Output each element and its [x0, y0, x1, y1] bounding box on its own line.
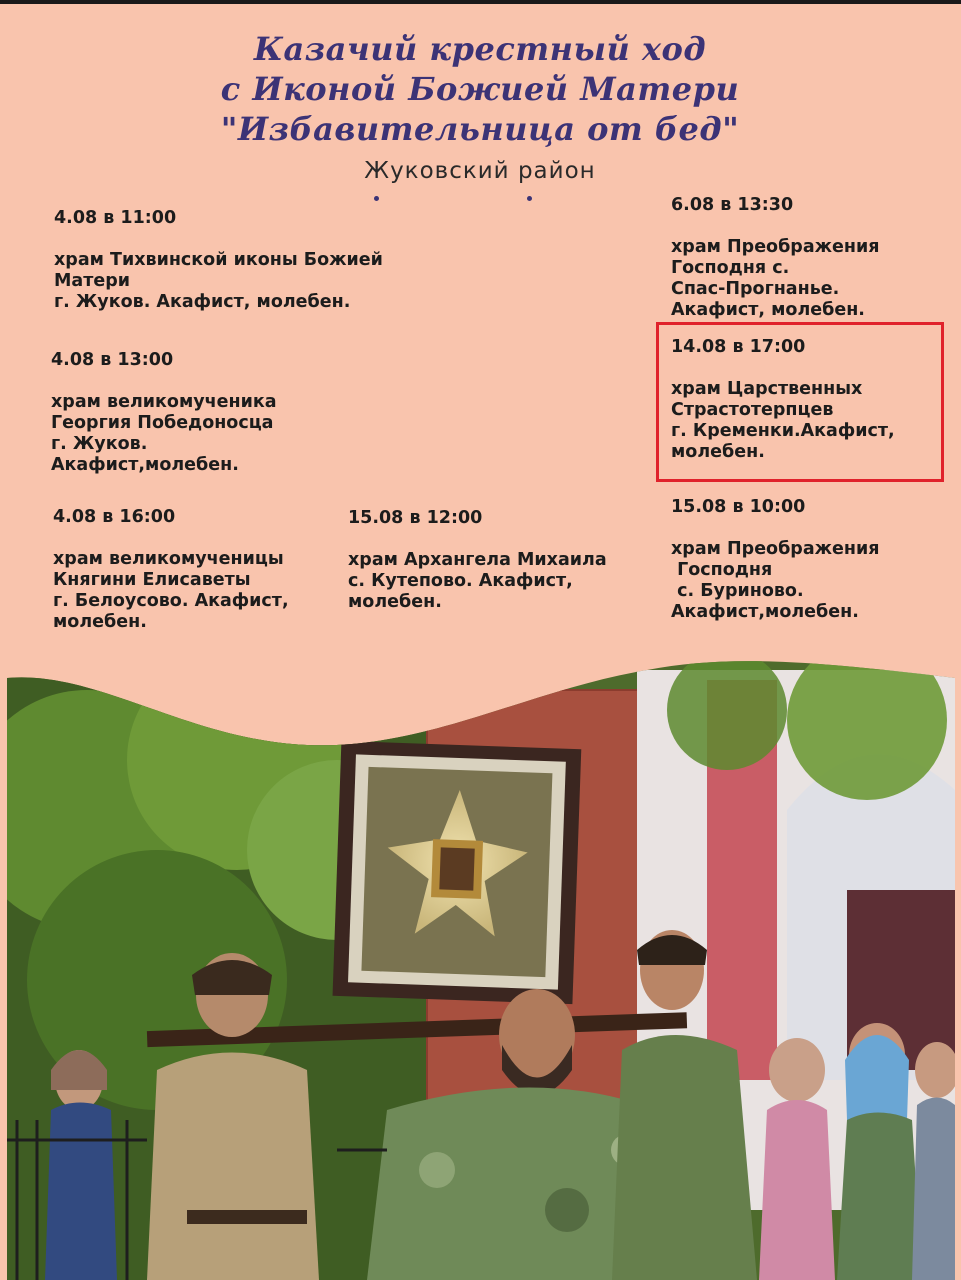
- title-line-1: Казачий крестный ход: [253, 30, 707, 68]
- event-3: [53, 507, 289, 633]
- event-date: 15.08 в 12:00: [348, 508, 483, 528]
- title-line-3: "Избавительница от бед": [220, 110, 740, 148]
- decor-dot-left: [374, 196, 379, 201]
- event-line: г. Кременки.Акафист,: [671, 421, 895, 441]
- event-line: храм великомученика: [51, 392, 277, 412]
- event-line: храм Архангела Михаила: [348, 550, 607, 570]
- title-line-2: с Иконой Божией Матери: [220, 70, 740, 108]
- event-line: храм Преображения: [671, 539, 880, 559]
- event-1: [54, 208, 383, 313]
- event-line: храм великомученицы: [53, 549, 284, 569]
- highlight-frame: [656, 322, 944, 482]
- event-line: Господня с.: [671, 258, 790, 278]
- event-5: [671, 195, 880, 321]
- event-7: [671, 497, 880, 623]
- decor-dot-right: [527, 196, 532, 201]
- event-line: храм Царственных: [671, 379, 863, 399]
- top-frame-edge: [0, 0, 961, 4]
- event-2: [51, 350, 277, 476]
- event-date: 4.08 в 16:00: [53, 507, 176, 527]
- event-line: Господня: [671, 560, 773, 580]
- event-line: г. Белоусово. Акафист,: [53, 591, 289, 611]
- event-line: Спас-Прогнанье.: [671, 279, 840, 299]
- event-date: 14.08 в 17:00: [671, 337, 806, 357]
- event-line: Акафист,молебен.: [51, 455, 239, 475]
- event-line: Страстотерпцев: [671, 400, 834, 420]
- event-4: [348, 508, 607, 613]
- event-line: Акафист,молебен.: [671, 602, 859, 622]
- event-date: 4.08 в 13:00: [51, 350, 174, 370]
- event-line: молебен.: [348, 592, 442, 612]
- event-date: 6.08 в 13:30: [671, 195, 794, 215]
- event-line: храм Преображения: [671, 237, 880, 257]
- district-subtitle: Жуковский район: [364, 158, 596, 184]
- event-line: храм Тихвинской иконы Божией: [54, 250, 383, 270]
- event-line: с. Буриново.: [671, 581, 804, 601]
- event-line: Акафист, молебен.: [671, 300, 865, 320]
- event-line: молебен.: [53, 612, 147, 632]
- event-line: Георгия Победоносца: [51, 413, 274, 433]
- event-line: молебен.: [671, 442, 765, 462]
- event-line: г. Жуков.: [51, 434, 148, 454]
- event-line: Матери: [54, 271, 131, 291]
- event-date: 4.08 в 11:00: [54, 208, 177, 228]
- event-line: с. Кутепово. Акафист,: [348, 571, 573, 591]
- event-date: 15.08 в 10:00: [671, 497, 806, 517]
- event-line: Княгини Елисаветы: [53, 570, 251, 590]
- procession-photo-icon: [7, 650, 955, 1280]
- event-line: г. Жуков. Акафист, молебен.: [54, 292, 351, 312]
